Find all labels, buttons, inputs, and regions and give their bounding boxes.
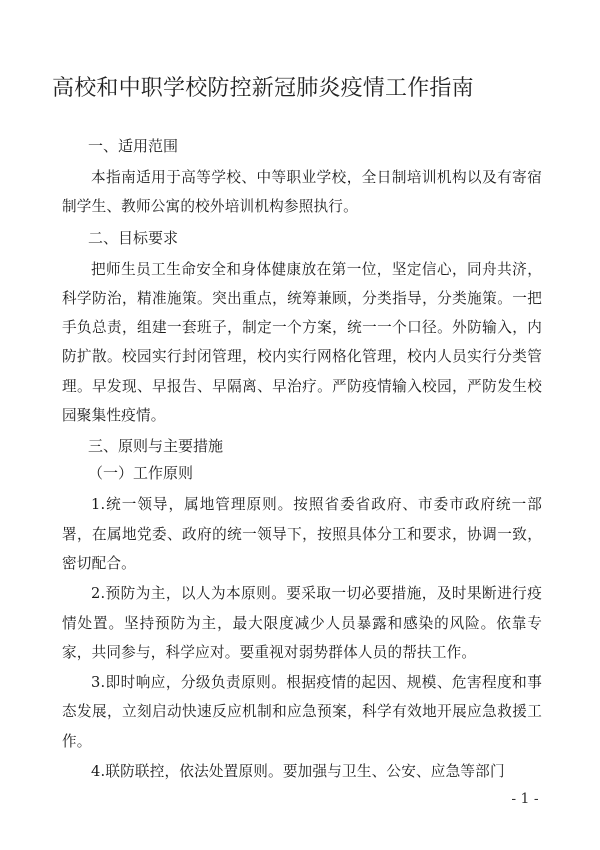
section-heading-principles: 三、原则与主要措施 [88, 437, 224, 456]
subsection-heading-work-principles: （一）工作原则 [88, 464, 194, 483]
goals-paragraph: 把师生员工生命安全和身体健康放在第一位，坚定信心，同舟共济，科学防治，精准施策。突出重点，统筹兼顾，分类指导，分类施策。一把手负总责，组建一套班子，制定一个方案，统一一个口径。外防输入，内防扩散。校园实行封闭管理，校内实行网格化管理，校内人员实行分类管理。早发现、早报告、早隔离、早治疗。严防疫情输入校园，严防发生校园聚集性疫情。 [62, 260, 542, 425]
section-heading-scope: 一、适用范围 [88, 137, 179, 155]
principle-3-paragraph: 3.即时响应，分级负责原则。根据疫情的起因、规模、危害程度和事态发展，立刻启动快速反应机制和应急预案，科学有效地开展应急救援工作。 [62, 674, 542, 750]
document-body [62, 136, 542, 787]
page-number: - 1 - [511, 791, 539, 807]
section-heading-goals: 二、目标要求 [88, 228, 179, 247]
principle-1-paragraph: 1.统一领导，属地管理原则。按照省委省政府、市委市政府统一部署，在属地党委、政府的统一领导下，按照具体分工和要求，协调一致，密切配合。 [62, 496, 542, 572]
principle-4-paragraph: 4.联防联控，依法处置原则。要加强与卫生、公安、应急等部门 [91, 763, 505, 781]
principle-2-paragraph: 2.预防为主，以人为本原则。要采取一切必要措施，及时果断进行疫情处置。坚持预防为主，最大限度减少人员暴露和感染的风险。依靠专家，共同参与，科学应对。要重视对弱势群体人员的帮扶工作。 [62, 585, 542, 661]
document-title: 高校和中职学校防控新冠肺炎疫情工作指南 [52, 76, 474, 101]
scope-paragraph: 本指南适用于高等学校、中等职业学校，全日制培训机构以及有寄宿制学生、教师公寓的校外培训机构参照执行。 [62, 169, 542, 216]
